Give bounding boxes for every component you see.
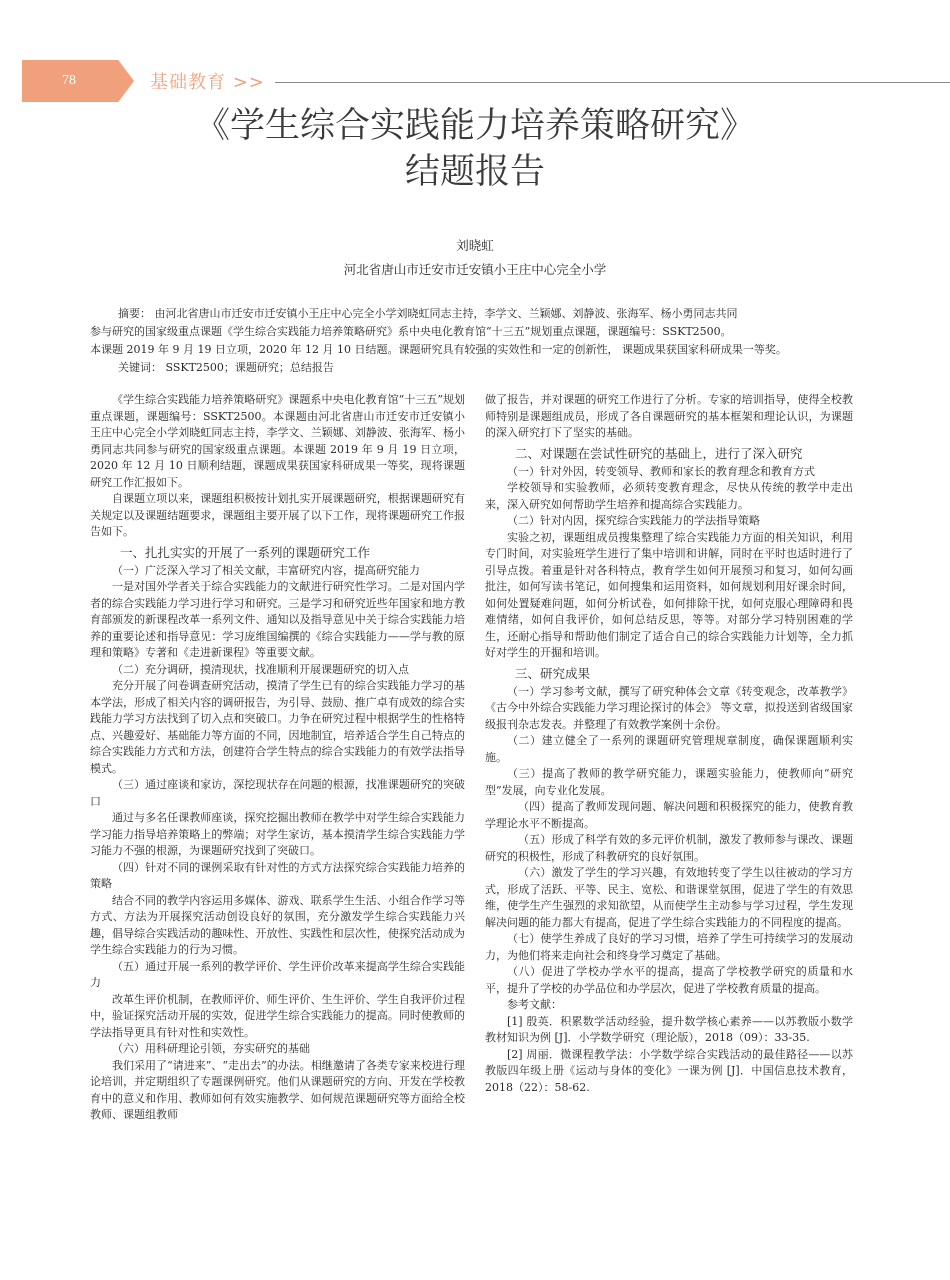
title-line-2: 结题报告 <box>404 152 545 192</box>
body-paragraph: （五）形成了科学有效的多元评价机制，激发了教师参与课改、课题研究的积极性，形成了科教研究的良好氛围。 <box>485 833 853 863</box>
body-paragraph: 一是对国外学者关于综合实践能力的文献进行研究性学习。二是对国内学者的综合实践能力学习进行学习和研究。三是学习和研究近些年国家和地方教育部颁发的新课程改革一系列文件、通知以及指导意见中关于综合实践能力培养的重要论述和指导意见：学习庞维国编撰的《综合实践能力——学与教的原理和策略》专著和《走进新课程》等重要文献。 <box>90 580 465 659</box>
abstract-line: 本课题 2019 年 9 月 19 日立项，2020 年 12 月 10 日结题。课题研究具有较强的实效性和一定的创新性， 课题成果获国家科研成果一等奖。 <box>90 343 787 356</box>
body-paragraph: （七）使学生养成了良好的学习习惯，培养了学生可持续学习的发展动力，为他们将来走向社会和终身学习奠定了基础。 <box>485 932 853 962</box>
body-paragraph: （一）学习参考文献，撰写了研究种体会文章《转变观念，改革教学》《古今中外综合实践能力学习理论探讨的体会》 等文章，拟投送到省级国家级报刊杂志发表。并整理了有效教学案例十余份。 <box>485 684 853 731</box>
body-paragraph: 学校领导和实验教师，必须转变教育理念，尽快从传统的教学中走出来，深入研究如何帮助学生培养和提高综合实践能力。 <box>485 481 853 511</box>
body-paragraph: 通过与多名任课教师座谈，探究挖掘出教师在教学中对学生综合实践能力学习能力指导培养策略上的弊端；对学生家访，基本摸清学生综合实践能力学习能力不强的根源，为课题研究找到了突破口。 <box>90 811 465 857</box>
body-paragraph: 参考文献： <box>507 998 562 1011</box>
body-paragraph: （三）提高了教师的教学研究能力，课题实验能力，使教师向“研究型”发展，向专业化发展。 <box>485 767 853 797</box>
left-column <box>90 392 465 1124</box>
section-heading: 一、扎扎实实的开展了一系列的课题研究工作 <box>120 544 371 560</box>
body-paragraph: 自课题立项以来，课题组积极按计划扎实开展课题研究，根据课题研究有关规定以及课题结题要求，课题组主要开展了以下工作，现将课题研究工作报告如下。 <box>90 492 465 538</box>
header-divider <box>275 82 950 83</box>
abstract-block <box>90 305 890 377</box>
body-paragraph: 结合不同的教学内容运用多媒体、游戏、联系学生生活、小组合作学习等方式、方法为开展探究活动创设良好的氛围，充分激发学生综合实践能力兴趣，倡导综合实践活动的趣味性、开放性、实践性和层次性，使探究活动成为学生综合实践能力的行为习惯。 <box>90 893 465 956</box>
body-paragraph: [2] 周丽．微课程教学法：小学数学综合实践活动的最佳路径——以苏教版四年级上册《运动与身体的变化》一课为例 [J]．中国信息技术教育，2018（22）：58-62. <box>485 1047 853 1094</box>
body-paragraph: （二）充分调研，摸清现状，找准顺利开展课题研究的切入点 <box>112 662 409 676</box>
abstract-line: 参与研究的国家级重点课题《学生综合实践能力培养策略研究》系中央电化教育馆“十三五”规划重点课题，课题编号：SSKT2500。 <box>90 325 732 338</box>
body-paragraph: （一）针对外因，转变领导、教师和家长的教育理念和教育方式 <box>507 464 815 478</box>
body-paragraph: 《学生综合实践能力培养策略研究》课题系中央电化教育馆“十三五”规划重点课题，课题编号：SSKT2500。本课题由河北省唐山市迁安市迁安镇小王庄中心完全小学刘晓虹同志主持，李学文、兰颖娜、刘静波、张海军、杨小勇同志共同参与研究的国家级重点课题。本课题 2019 年 9 月 19 日立项，2020 年 12 月 10 日顺利结题，课题成果获国家科研成果一等奖，现将课题研究工作汇报如下。 <box>90 393 465 489</box>
page-number: 78 <box>62 73 76 88</box>
body-paragraph: 我们采用了“请进来”、“走出去”的办法。相继邀请了各类专家来校进行理论培训，并定期组织了专题课例研究。他们从课题研究的方向、开发在学校教育中的意义和作用、教师如何有效实施教学、如何规范课题研究等方面给全校教师、课题组教师 <box>90 1058 465 1121</box>
body-paragraph: （四）针对不同的课例采取有针对性的方式方法探究综合实践能力培养的策略 <box>90 860 465 890</box>
author-affiliation: 河北省唐山市迁安市迁安镇小王庄中心完全小学 <box>343 262 607 277</box>
article-title <box>0 103 950 195</box>
body-paragraph: 改革生评价机制，在教师评价、师生评价、生生评价、学生自我评价过程中，验证探究活动开展的实效，促进学生综合实践能力的提高。同时使教师的学法指导更具有针对性和实效性。 <box>90 992 465 1039</box>
body-paragraph: （三）通过座谈和家访，深挖现状存在问题的根源，找准课题研究的突破口 <box>90 778 465 808</box>
body-paragraph: （一）广泛深入学习了相关文献，丰富研究内容，提高研究能力 <box>112 563 420 577</box>
body-paragraph: （四）提高了教师发现问题、解决问题和积极探究的能力，使教育教学理论水平不断提高。 <box>485 800 853 830</box>
section-heading: 二、对课题在尝试性研究的基础上，进行了深入研究 <box>515 445 803 461</box>
body-paragraph: （六）用科研理论引领，夯实研究的基础 <box>112 1042 310 1055</box>
body-paragraph: （五）通过开展一系列的教学评价、学生评价改革来提高学生综合实践能力 <box>90 959 465 989</box>
right-column <box>485 392 853 1096</box>
body-paragraph: （六）激发了学生的学习兴趣，有效地转变了学生以往被动的学习方式，形成了活跃、平等、民主、宽松、和谐课堂氛围，促进了学生的有效思维，使学生产生强烈的求知欲望，从而使学生主动参与学习过程，学生发现解决问题的能力都大有提高，促进了学生综合实践能力的不同程度的提高。 <box>485 866 853 929</box>
body-paragraph: [1] 殷英．积累数学活动经验，提升数学核心素养——以苏教版小数学教材知识为例 [J]．小学数学研究（理论版），2018（09）：33-35. <box>485 1014 853 1044</box>
author-name: 刘晓虹 <box>456 238 494 253</box>
body-paragraph: （八）促进了学校办学水平的提高，提高了学校教学研究的质量和水平，提升了学校的办学品位和办学层次，促进了学校教育质量的提高。 <box>485 965 853 995</box>
section-label: 基础教育 >> <box>150 72 265 93</box>
body-paragraph: 充分开展了问卷调查研究活动，摸清了学生已有的综合实践能力学习的基本学法，形成了相关内容的调研报告，为引导、鼓励、推广卓有成效的综合实践能力学习方法找到了切入点和突破口。力争在研究过程中根据学生的性格特点、兴趣爱好、基础能力等方面的不同，因地制宜，培养适合学生自己特点的综合实践能力方式和方法，创建符合学生特点的综合实践能力的有效学法指导模式。 <box>90 679 465 775</box>
page-header <box>0 60 950 104</box>
abstract-line: 摘要： 由河北省唐山市迁安市迁安镇小王庄中心完全小学刘晓虹同志主持，李学文、兰颖娜、刘静波、张海军、杨小勇同志共同 <box>118 307 738 320</box>
keywords: 关键词： SSKT2500；课题研究；总结报告 <box>118 361 334 374</box>
title-line-1: 《学生综合实践能力培养策略研究》 <box>194 106 755 146</box>
body-paragraph: （二）建立健全了一系列的课题研究管理规章制度，确保课题顺利实施。 <box>485 734 853 764</box>
body-paragraph: 做了报告，并对课题的研究工作进行了分析。专家的培训指导，使得全校教师特别是课题组成员，形成了各自课题研究的基本框架和理论认识，为课题的深入研究打下了坚实的基础。 <box>485 393 853 439</box>
section-heading: 三、研究成果 <box>515 665 591 681</box>
body-paragraph: （二）针对内因，探究综合实践能力的学法指导策略 <box>507 514 760 527</box>
body-paragraph: 实验之初，课题组成员搜集整理了综合实践能力方面的相关知识，利用专门时间，对实验班学生进行了集中培训和讲解，同时在平时也适时进行了引导点拨。着重是针对各科特点，教育学生如何开展预习和复习，如何勾画批注，如何写读书笔记，如何搜集和运用资料，如何规划利用好课余时间，如何处置疑难问题，如何分析试卷，如何排除干扰，如何克服心理障碍和畏难情绪，如何自我评价，如何总结反思，等等。对部分学习特别困难的学生，还耐心指导和帮助他们制定了适合自己的综合实践能力计划等，全力抓好对学生的开掘和培训。 <box>485 530 853 659</box>
